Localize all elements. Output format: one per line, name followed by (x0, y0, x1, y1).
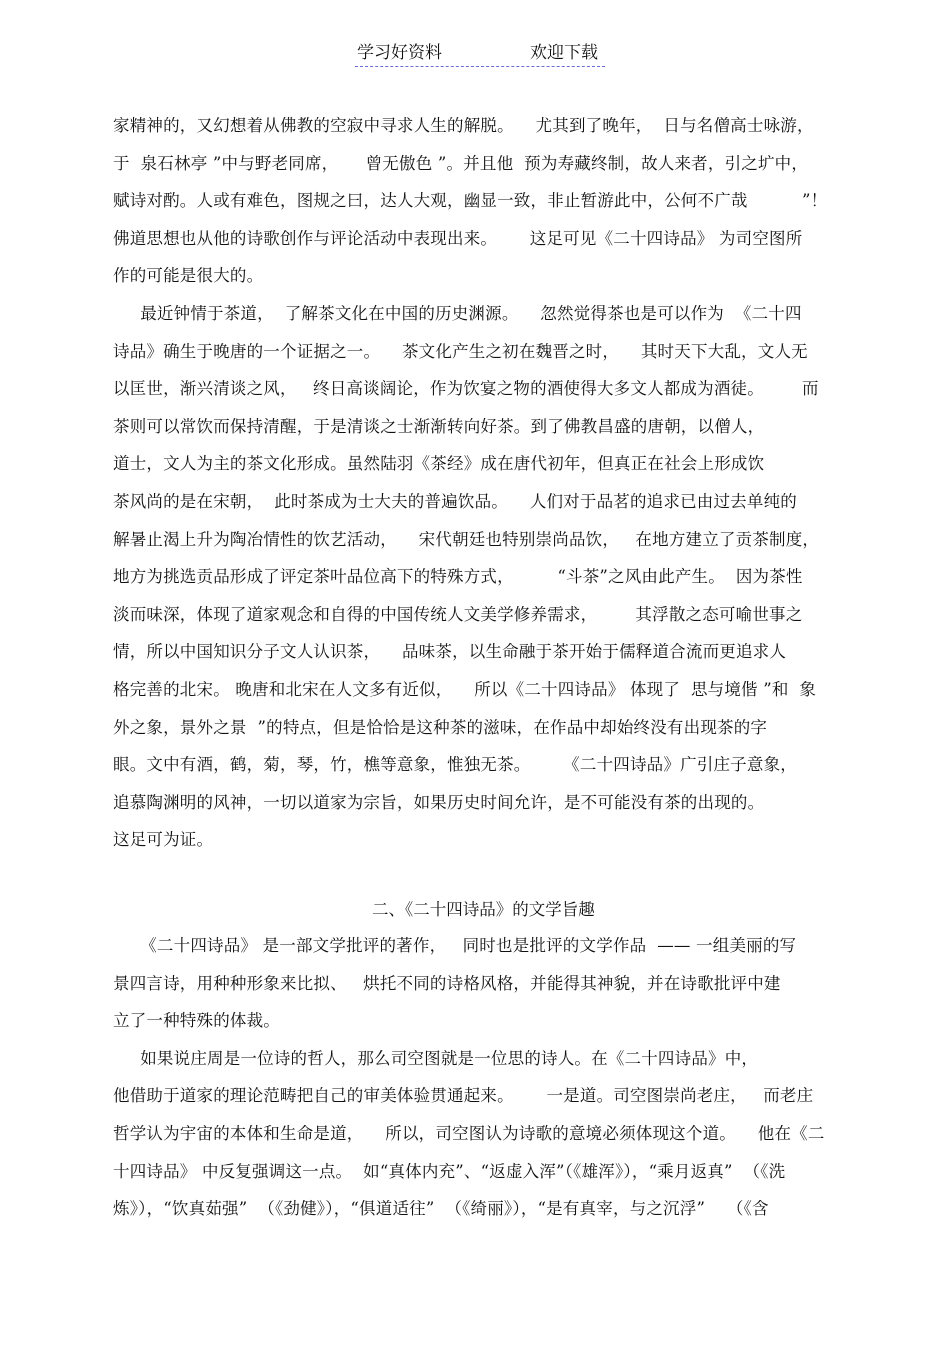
text-line: 如果说庄周是一位诗的哲人，那么司空图就是一位思的诗人。在《二十四诗品》中， (113, 1049, 759, 1068)
text-line: 淡而味深，体现了道家观念和自得的中国传统人文美学修养需求， 其浮散之态可喻世事之 (113, 605, 803, 624)
text-line: 作的可能是很大的。 (113, 266, 264, 285)
text-line: 哲学认为宇宙的本体和生命是道， 所以，司空图认为诗歌的意境必须体现这个道。 他在《二 (113, 1124, 825, 1143)
text-line: 十四诗品》 中反复强调这一点。 如“真体内充”、“返虚入浑”（《雄浑》），“乘月返真” （《洗 (113, 1162, 786, 1181)
text-line: 最近钟情于茶道， 了解茶文化在中国的历史渊源。 忽然觉得茶也是可以作为 《二十四 (113, 304, 802, 323)
text-line: 道士，文人为主的茶文化形成。虽然陆羽《茶经》成在唐代初年，但真正在社会上形成饮 (113, 454, 765, 473)
text-line: 外之象，景外之景 ”的特点，但是恰恰是这种茶的滋味，在作品中却始终没有出现茶的字 (113, 718, 768, 737)
text-line: 茶则可以常饮而保持清醒，于是清谈之士渐渐转向好茶。到了佛教昌盛的唐朝，以僧人， (113, 417, 765, 436)
text-line: 解暑止渴上升为陶冶情性的饮艺活动， 宋代朝廷也特别崇尚品饮， 在地方建立了贡茶制度， (113, 530, 820, 549)
text-line: 他借助于道家的理论范畴把自己的审美体验贯通起来。 一是道。司空图崇尚老庄， 而老庄 (113, 1086, 814, 1105)
text-line: 赋诗对酌。人或有难色，图规之曰，达人大观，幽显一致，非止暂游此中，公何不广哉 ”！ (113, 191, 828, 210)
text-line: 家精神的，又幻想着从佛教的空寂中寻求人生的解脱。 尤其到了晚年， 日与名僧高士咏游， (113, 116, 814, 135)
text-line: 格完善的北宋。 晚唐和北宋在人文多有近似， 所以《二十四诗品》 体现了 思与境偕 ”和 象 (113, 680, 817, 699)
text-line: 《二十四诗品》 是一部文学批评的著作， 同时也是批评的文学作品 —— 一组美丽的写 (113, 936, 797, 955)
text-line: 佛道思想也从他的诗歌创作与评论活动中表现出来。 这足可见《二十四诗品》 为司空图所 (113, 229, 803, 248)
text-line: 炼》），“饮真茹强” （《劲健》），“俱道适往” （《绮丽》），“是有真宰，与之沉浮” （《含 (113, 1199, 769, 1218)
text-line: 于 泉石林亭 ”中与野老同席， 曾无傲色 ”。并且他 预为寿藏终制，故人来者，引之圹中， (113, 154, 809, 173)
text-line: 眼。文中有酒，鹤，菊，琴，竹，樵等意象，惟独无茶。 《二十四诗品》广引庄子意象， (113, 755, 797, 774)
text-line: 追慕陶渊明的风神，一切以道家为宗旨，如果历史时间允许，是不可能没有茶的出现的。 (113, 793, 765, 812)
text-line: 景四言诗，用种种形象来比拟、 烘托不同的诗格风格，并能得其神貌，并在诗歌批评中建 (113, 974, 781, 993)
text-line: 这足可为证。 (113, 830, 214, 849)
text-line: 以匡世，渐兴清谈之风， 终日高谈阔论，作为饮宴之物的酒使得大多文人都成为酒徒。 而 (113, 379, 819, 398)
text-line: 茶风尚的是在宋朝， 此时茶成为士大夫的普遍饮品。 人们对于品茗的追求已由过去单纯的 (113, 492, 797, 511)
header-right-text: 欢迎下载 (530, 43, 598, 63)
header-left-text: 学习好资料 (357, 43, 442, 63)
text-line: 诗品》确生于晚唐的一个证据之一。 茶文化产生之初在魏晋之时， 其时天下大乱，文人无 (113, 342, 808, 361)
page-header (355, 40, 605, 67)
text-line: 立了一种特殊的体裁。 (113, 1011, 280, 1030)
section-heading: 二、《二十四诗品》的文学旨趣 (372, 900, 595, 919)
text-line: 地方为挑选贡品形成了评定茶叶品位高下的特殊方式， “斗茶”之风由此产生。 因为茶性 (113, 567, 803, 586)
text-line: 情，所以中国知识分子文人认识茶， 品味茶，以生命融于茶开始于儒释道合流而更追求人 (113, 642, 787, 661)
